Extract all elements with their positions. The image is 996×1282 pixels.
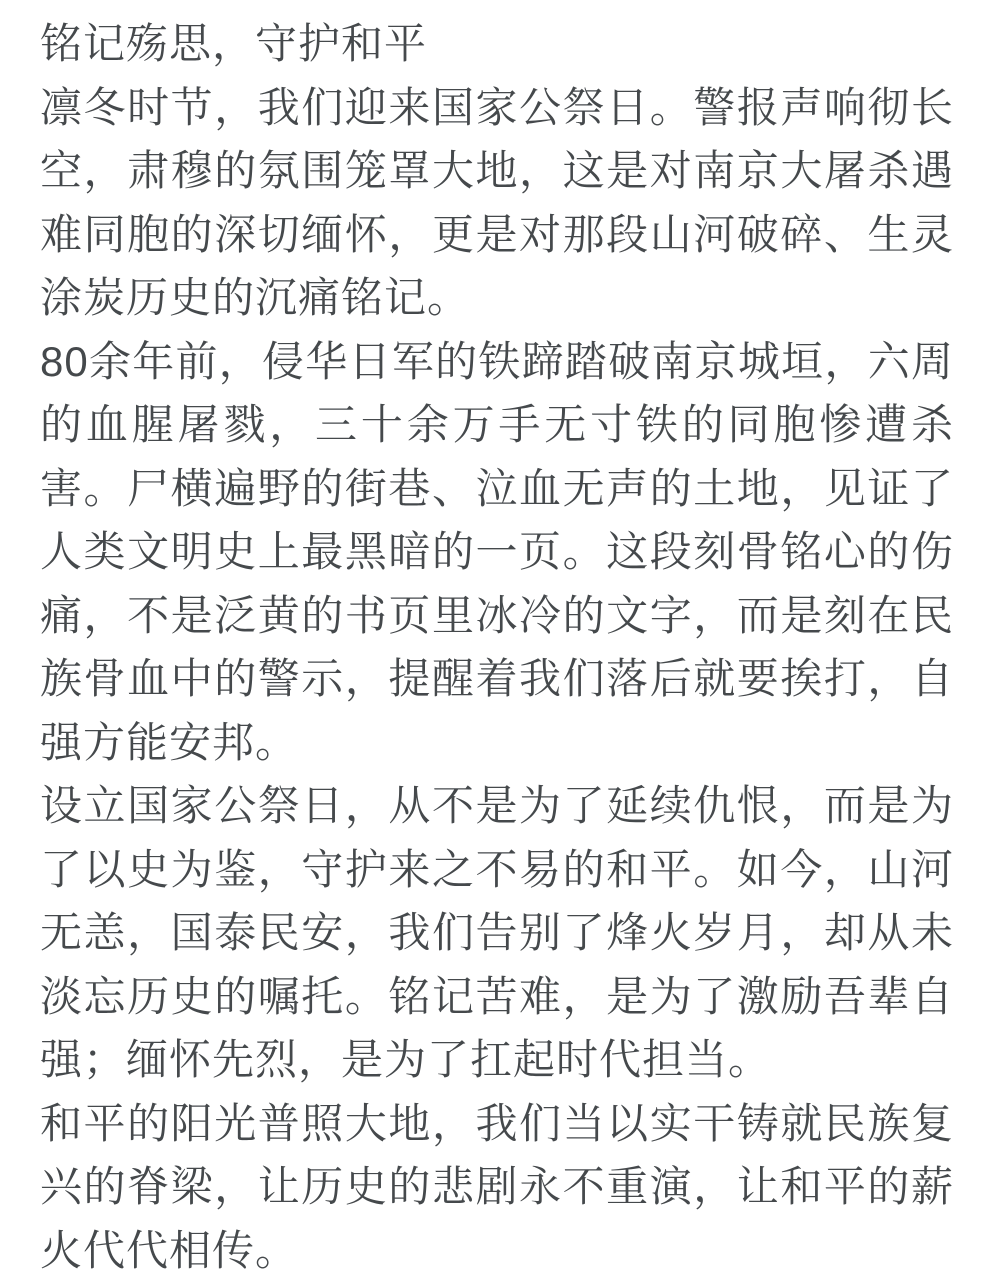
document-title: 铭记殇思，守护和平 bbox=[40, 12, 954, 76]
paragraph-2: 80余年前，侵华日军的铁蹄踏破南京城垣，六周的血腥屠戮，三十余万手无寸铁的同胞惨遭杀害。尸横遍野的街巷、泣血无声的土地，见证了人类文明史上最黑暗的一页。这段刻骨铭心的伤痛，不是泛黄的书页里冰冷的文字，而是刻在民族骨血中的警示，提醒着我们落后就要挨打，自强方能安邦。 bbox=[40, 330, 954, 775]
paragraph-3: 设立国家公祭日，从不是为了延续仇恨，而是为了以史为鉴，守护来之不易的和平。如今，山河无恙，国泰民安，我们告别了烽火岁月，却从未淡忘历史的嘱托。铭记苦难，是为了激励吾辈自强；缅怀先烈，是为了扛起时代担当。 bbox=[40, 774, 954, 1092]
paragraph-1: 凛冬时节，我们迎来国家公祭日。警报声响彻长空，肃穆的氛围笼罩大地，这是对南京大屠杀遇难同胞的深切缅怀，更是对那段山河破碎、生灵涂炭历史的沉痛铭记。 bbox=[40, 76, 954, 330]
paragraph-4: 和平的阳光普照大地，我们当以实干铸就民族复兴的脊梁，让历史的悲剧永不重演，让和平的薪火代代相传。 bbox=[40, 1092, 954, 1282]
